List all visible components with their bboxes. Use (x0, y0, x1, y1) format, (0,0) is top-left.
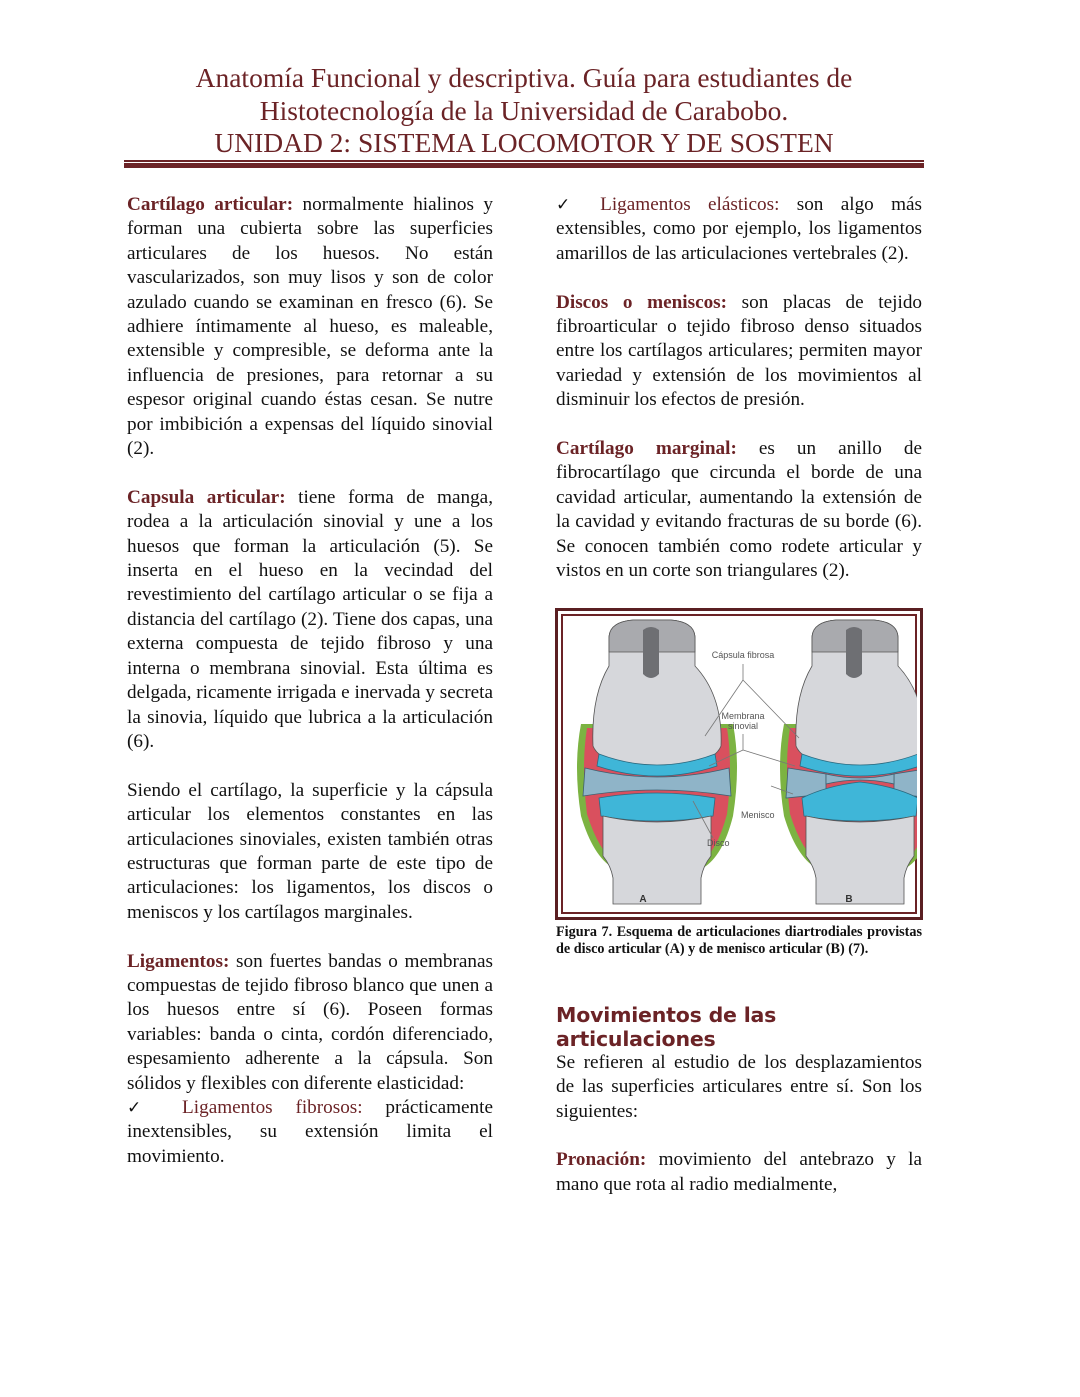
text-cartilago-articular: normalmente hialinos y forman una cubierta sobre las superficies articulares de los huesos. No están vascularizados, son muy lisos y son de color azulado cuando se examinan en fresco (6). Se adhiere íntimamente al hueso, es maleable, extensible y compresible, se deforma ante la influencia de presiones, para retornar a su espesor original cuando éstas cesan. Se nutre por imbibición a expensas del líquido sinovial (2). (127, 194, 493, 460)
list-item-ligamentos-elasticos (556, 193, 922, 266)
text-cartilago-marginal: es un anillo de fibrocartílago que circunda el borde de una cavidad articular, aumentando la extensión de la cavidad y evitando fracturas de su borde (6). Se conocen también como rodete articular y vistos en un corte son triangulares (2). (556, 438, 922, 582)
text-ligamentos: son fuertes bandas o membranas compuestas de tejido fibroso blanco que unen a los huesos entre sí (6). Poseen formas variables: banda o cinta, cordón diferenciado, espesamiento adherente a la cápsula. Son sólidos y flexibles con diferente elasticidad: (127, 950, 493, 1094)
paragraph-discos-meniscos (556, 291, 922, 413)
term-pronacion: Pronación: (556, 1149, 647, 1171)
label-membrana: Membrana (721, 710, 765, 721)
text-capsula-articular: tiene forma de manga, rodea a la articulación sinovial y une a los huesos que forman la articulación (5). Se inserta en el hueso en la vecindad del revestimiento del cartílago articular o se fija a distancia del cartílago (2). Tiene dos capas, una externa compuesta de tejido fibroso y una interna o membrana sinovial. Esta última es delgada, ricamente irrigada e inervada y secreta la sinovia, líquido que lubrica a la articulación (6). (127, 486, 493, 752)
term-cartilago-articular: Cartílago articular: (127, 194, 294, 215)
term-cartilago-marginal: Cartílago marginal: (556, 438, 737, 460)
label-panel-a: A (639, 893, 647, 905)
left-column (127, 193, 493, 1194)
text-ligamentos-fibrosos: prácticamente inextensibles, su extensión limita el movimiento. (127, 1096, 494, 1167)
paragraph-pronacion (556, 1148, 922, 1197)
document-header (124, 62, 924, 160)
checkmark-icon: ✓ (127, 1097, 160, 1117)
term-capsula-articular: Capsula articular: (127, 486, 286, 508)
header-title-line-2: Histotecnología de la Universidad de Carabobo. (259, 94, 789, 126)
figure-frame (561, 614, 917, 914)
list-item-ligamentos-fibrosos (127, 1096, 493, 1169)
paragraph-ligamentos (127, 950, 493, 1096)
term-ligamentos-elasticos: Ligamentos elásticos: (582, 194, 780, 215)
text-ligamentos-elasticos: son algo más extensibles, como por ejemplo, los ligamentos amarillos de las articulaciones vertebrales (2). (556, 194, 922, 264)
text-pronacion: movimiento del antebrazo y la mano que rota al radio medialmente, (556, 1149, 922, 1195)
figure-joint-diagram (555, 608, 923, 920)
term-ligamentos: Ligamentos: (127, 950, 230, 972)
text-discos-meniscos: son placas de tejido fibroarticular o tejido fibroso denso situados entre los cartílagos articulares; permiten mayor variedad y extensión de los movimientos al disminuir los efectos de presión. (556, 291, 923, 411)
label-disco: Disco (707, 837, 730, 848)
header-title-line-1: Anatomía Funcional y descriptiva. Guía para estudiantes de (195, 62, 853, 93)
checkmark-icon: ✓ (556, 195, 583, 214)
header-unit-title: UNIDAD 2: SISTEMA LOCOMOTOR Y DE SOSTEN (214, 127, 834, 158)
figure-caption: Figura 7. Esquema de articulaciones diartrodiales provistas de disco articular (A) y de menisco articular (B) (7). (556, 923, 922, 957)
paragraph-cartilago-marginal (556, 437, 922, 583)
header-divider-thick (124, 163, 924, 168)
paragraph-cartilago-articular (127, 193, 493, 461)
joint-diagram-illustration (563, 616, 917, 914)
label-capsula-fibrosa: Cápsula fibrosa (711, 649, 775, 660)
label-panel-b: B (845, 893, 853, 905)
label-sinovial: sinovial (727, 720, 759, 731)
section-title-movimientos: Movimientos de las articulaciones (556, 1002, 777, 1051)
term-discos-meniscos: Discos o meniscos: (556, 291, 728, 313)
paragraph-movimientos-intro: Se refieren al estudio de los desplazamientos de las superficies articulares entre sí. Son los siguientes: (556, 1051, 922, 1122)
joint-a-icon (577, 620, 737, 904)
joint-b-icon (780, 620, 917, 904)
paragraph-capsula-articular (127, 486, 493, 754)
term-ligamentos-fibrosos: Ligamentos fibrosos: (159, 1096, 363, 1118)
label-menisco: Menisco (741, 809, 775, 820)
right-column (556, 193, 922, 1197)
header-divider-thin (124, 160, 924, 162)
paragraph-siendo: Siendo el cartílago, la superficie y la cápsula articular los elementos constantes en las articulaciones sinoviales, existen también otras estructuras que forman parte de este tipo de articulaciones: los ligamentos, los discos o meniscos y los cartílagos marginales. (127, 779, 493, 923)
